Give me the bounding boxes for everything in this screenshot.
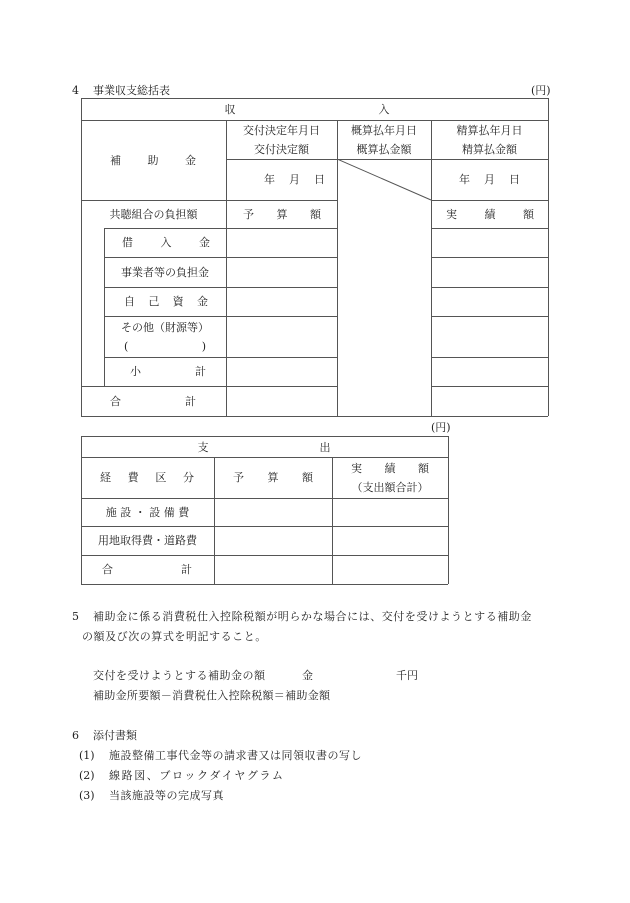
row-label-other-line1: その他（財源等）	[121, 320, 209, 334]
expense-actual-header-line2: （支出額合計）	[351, 480, 429, 494]
actual-own-funds-field[interactable]	[432, 288, 547, 315]
section5-text-line2: の額及び次の算式を明記すること。	[82, 630, 267, 643]
table-line	[81, 436, 448, 437]
section4-unit: (円)	[531, 84, 551, 97]
category-header	[100, 457, 194, 498]
attachment-number: (1)	[79, 749, 95, 762]
expense-actual-header	[332, 457, 448, 498]
row-label-char: 計	[195, 365, 206, 378]
table-line	[81, 98, 82, 416]
advance-amount-label: 概算払金額	[356, 142, 412, 156]
row-label-other-blank	[124, 337, 206, 356]
attachment-number: (3)	[79, 789, 95, 802]
budget-header	[243, 200, 321, 228]
table-line	[104, 228, 105, 386]
expense-header-right: 出	[319, 440, 331, 454]
actual-header	[446, 200, 534, 228]
category-header-char: 費	[127, 471, 139, 484]
subsidy-label	[110, 120, 196, 200]
section5-number: 5	[72, 610, 79, 623]
row-label-char: 合	[110, 394, 121, 408]
month-char: 月	[484, 173, 495, 186]
row-label-facilities: 施 設 ・ 設 備 費	[105, 505, 190, 519]
row-label-borrowing	[122, 228, 210, 257]
section6-number: 6	[72, 729, 79, 742]
final-date-field[interactable]	[431, 159, 548, 200]
actual-subtotal-field[interactable]	[432, 358, 547, 385]
actual-header-char: 額	[418, 461, 429, 475]
row-label-char: 小	[130, 365, 141, 378]
paren-close: )	[201, 339, 206, 353]
expense-actual-header-line1	[351, 459, 429, 478]
year-char: 年	[459, 173, 470, 186]
expense-header-left: 支	[197, 440, 209, 454]
income-header-right: 入	[378, 103, 390, 116]
expense-unit: (円)	[431, 421, 451, 434]
final-date-label: 精算払年月日	[456, 123, 523, 137]
paren-open: (	[124, 339, 129, 353]
budget-header-char: 算	[267, 471, 279, 484]
budget-header-char: 予	[233, 471, 244, 484]
grant-amount-label: 交付決定額	[254, 142, 309, 156]
expense-budget-land-road-field[interactable]	[215, 527, 331, 554]
row-label-subtotal	[130, 357, 206, 386]
expense-budget-total-field[interactable]	[215, 556, 331, 583]
section6-title: 添付書類	[93, 729, 137, 742]
row-label-land-road: 用地取得費・道路費	[98, 534, 197, 547]
attachment-text: 線路図、ブロックダイヤグラム	[109, 769, 285, 782]
burden-label: 共聴組合の負担額	[109, 207, 198, 221]
amount-label: 交付を受けようとする補助金の額	[93, 669, 266, 682]
table-line	[448, 436, 449, 584]
grant-column-header	[226, 120, 337, 159]
subsidy-label-char: 金	[185, 153, 196, 167]
row-label-expense-total	[102, 555, 192, 584]
final-column-header	[431, 120, 548, 159]
table-line	[81, 98, 548, 99]
budget-own-funds-field[interactable]	[227, 288, 336, 315]
row-label-char: 金	[199, 236, 210, 249]
actual-header-char: 額	[523, 207, 534, 221]
table-line	[81, 584, 448, 585]
actual-header-char: 績	[484, 207, 496, 221]
expense-budget-facilities-field[interactable]	[215, 499, 331, 525]
row-label-char: 計	[181, 563, 192, 576]
row-label-operator-burden: 事業者等の負担金	[121, 265, 209, 279]
grant-date-label: 交付決定年月日	[243, 123, 320, 137]
advance-column-header	[337, 120, 431, 159]
grant-date-field[interactable]	[226, 159, 337, 200]
section4-number: 4	[72, 84, 79, 97]
category-header-char: 経	[100, 471, 111, 484]
actual-borrowing-field[interactable]	[432, 229, 547, 256]
day-char: 日	[314, 173, 325, 186]
budget-other-field[interactable]	[227, 317, 336, 356]
budget-operator-burden-field[interactable]	[227, 258, 336, 286]
row-label-other	[104, 316, 226, 357]
row-label-char: 資	[172, 295, 184, 308]
month-char: 月	[289, 173, 300, 186]
table-line	[81, 416, 548, 417]
amount-prefix: 金	[302, 669, 313, 682]
budget-header-char: 算	[276, 207, 288, 221]
expense-actual-total-field[interactable]	[333, 556, 447, 583]
row-label-char: 借	[122, 236, 133, 249]
actual-total-field[interactable]	[432, 387, 547, 415]
row-label-char: 合	[102, 563, 113, 576]
advance-date-label: 概算払年月日	[351, 123, 417, 137]
category-header-char: 分	[182, 471, 194, 484]
income-header-left: 収	[224, 103, 236, 116]
attachment-text: 施設整備工事代金等の請求書又は同領収書の写し	[109, 749, 362, 762]
actual-header-char: 実	[351, 461, 362, 475]
year-char: 年	[264, 173, 275, 186]
amount-unit: 千円	[396, 669, 418, 682]
row-label-char: 金	[196, 295, 208, 308]
table-line	[548, 98, 549, 416]
subsidy-label-char: 補	[110, 153, 121, 167]
actual-header-char: 実	[446, 207, 457, 221]
formula: 補助金所要額－消費税仕入控除税額＝補助金額	[93, 689, 331, 702]
budget-subtotal-field[interactable]	[227, 358, 336, 385]
budget-header-char: 額	[310, 207, 321, 221]
row-label-own-funds	[124, 287, 208, 316]
amount-field[interactable]	[318, 667, 394, 683]
row-label-char: 己	[148, 295, 160, 308]
day-char: 日	[509, 173, 520, 186]
actual-operator-burden-field[interactable]	[432, 258, 547, 286]
budget-borrowing-field[interactable]	[227, 229, 336, 256]
budget-header-char: 額	[302, 471, 313, 484]
category-header-char: 区	[155, 471, 167, 484]
budget-total-field[interactable]	[227, 387, 336, 415]
attachment-text: 当該施設等の完成写真	[109, 789, 224, 802]
diagonal-slash	[337, 159, 432, 201]
actual-other-field[interactable]	[432, 317, 547, 356]
row-label-char: 計	[185, 394, 196, 408]
expense-actual-land-road-field[interactable]	[333, 527, 447, 554]
expense-budget-header	[233, 457, 313, 498]
actual-header-char: 績	[384, 461, 396, 475]
row-label-char: 入	[160, 236, 172, 249]
advance-amount-field[interactable]	[338, 201, 430, 415]
expense-actual-facilities-field[interactable]	[333, 499, 447, 525]
section4-title: 事業収支総括表	[93, 84, 170, 97]
row-label-char: 自	[124, 295, 135, 308]
row-label-total	[110, 386, 196, 416]
section5-text-line1: 補助金に係る消費税仕入控除税額が明らかな場合には、交付を受けようとする補助金	[93, 610, 532, 623]
subsidy-label-char: 助	[147, 153, 159, 167]
budget-header-char: 予	[243, 207, 254, 221]
final-amount-label: 精算払金額	[462, 142, 517, 156]
attachment-number: (2)	[79, 769, 95, 782]
